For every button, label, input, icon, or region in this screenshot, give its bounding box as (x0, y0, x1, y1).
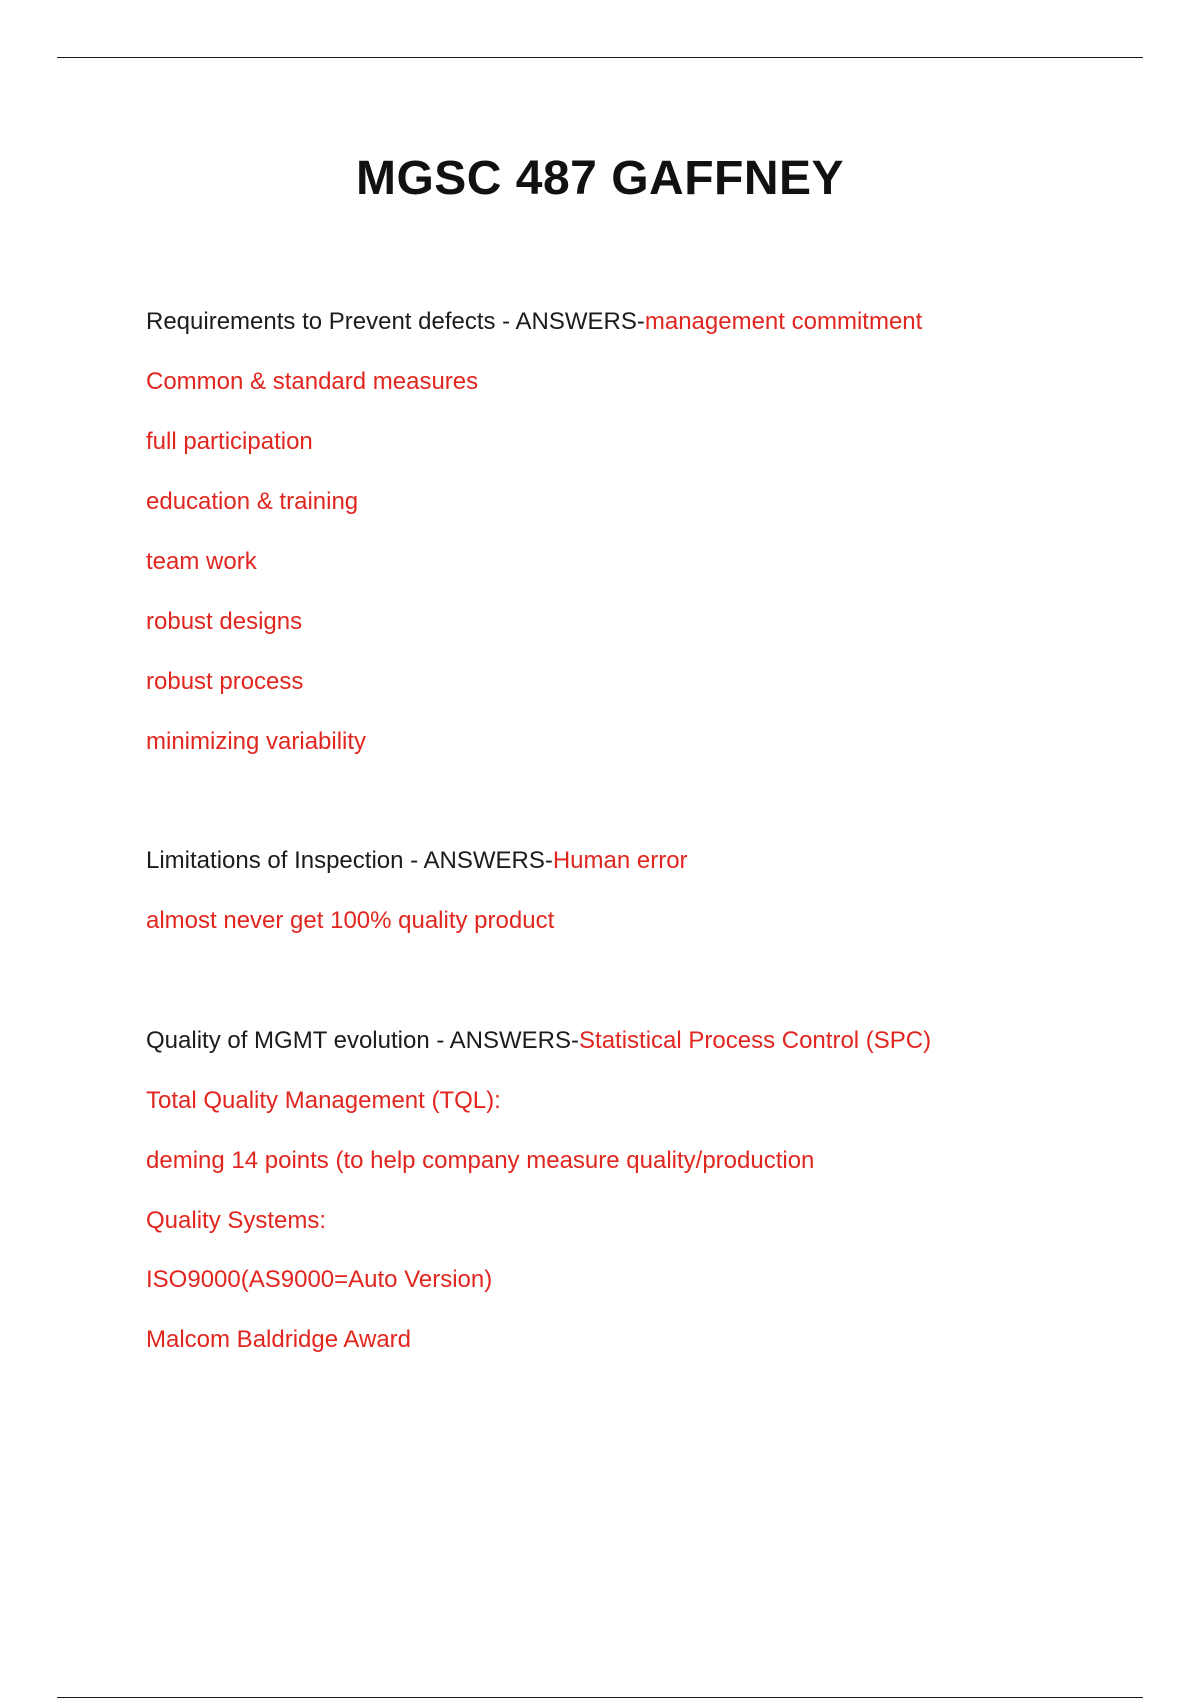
bottom-rule (57, 1697, 1143, 1698)
answers-separator: - ANSWERS- (495, 308, 645, 335)
answers-separator: - ANSWERS- (403, 847, 553, 874)
answer-line: Malcom Baldridge Award (146, 1326, 412, 1353)
question-text: Limitations of Inspection (146, 847, 404, 874)
answer-text: management commitment (644, 308, 923, 335)
answer-line: Total Quality Management (TQL): (146, 1087, 501, 1114)
page-title: MGSC 487 GAFFNEY (355, 152, 845, 205)
answer-line: robust designs (146, 608, 303, 635)
qa-question-line (146, 846, 688, 876)
answer-line: team work (146, 548, 257, 575)
answer-line: Common & standard measures (146, 368, 479, 395)
answer-line: ISO9000(AS9000=Auto Version) (146, 1266, 493, 1293)
question-text: Requirements to Prevent defects (146, 308, 496, 335)
answer-line: deming 14 points (to help company measure quality/production (146, 1147, 815, 1174)
answer-line: almost never get 100% quality product (146, 907, 555, 934)
answer-text: Statistical Process Control (SPC) (579, 1027, 932, 1054)
answer-line: minimizing variability (146, 728, 367, 755)
answer-line: Quality Systems: (146, 1207, 327, 1234)
answer-text: Human error (552, 847, 688, 874)
answer-line: education & training (146, 488, 359, 515)
answer-line: full participation (146, 428, 313, 455)
question-text: Quality of MGMT evolution (146, 1027, 430, 1054)
qa-question-line (146, 1026, 931, 1056)
qa-question-line (146, 307, 922, 337)
top-rule (57, 57, 1143, 58)
answers-separator: - ANSWERS- (429, 1027, 580, 1054)
answer-line: robust process (146, 668, 304, 695)
